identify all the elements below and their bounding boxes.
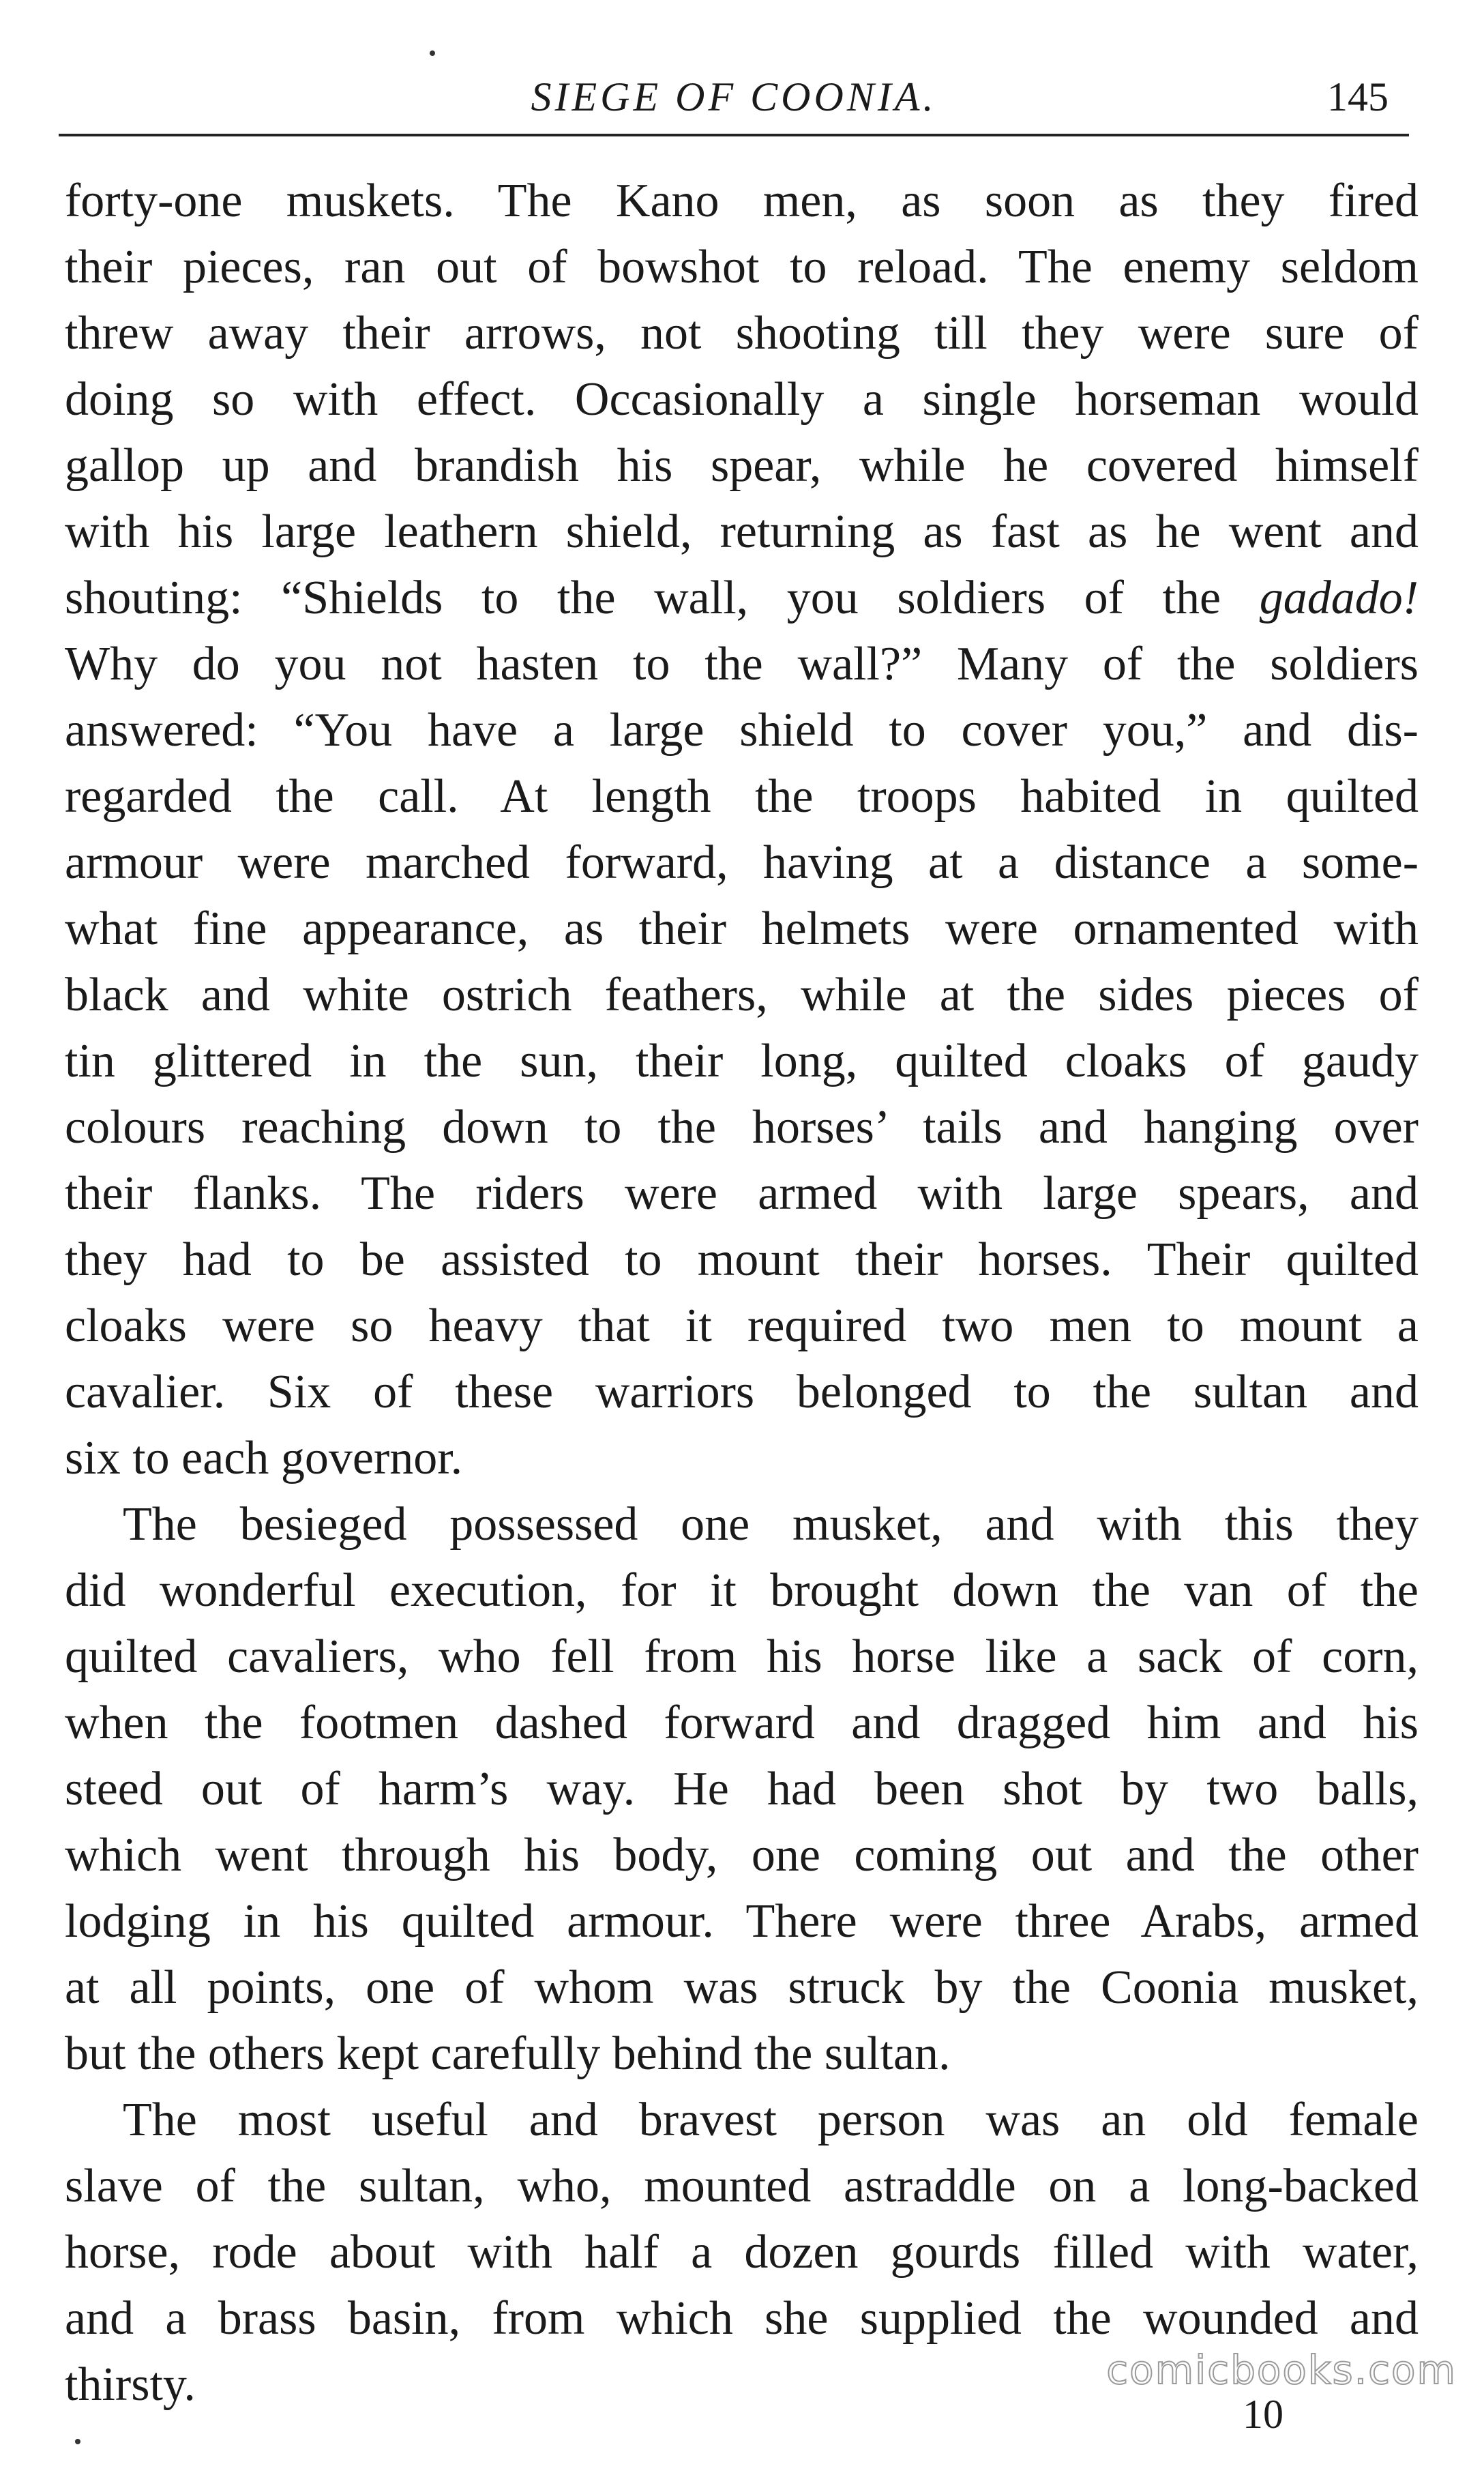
body-text [65,168,1419,2418]
text-line: their flanks. The riders were armed with large spears, and [65,1167,1419,1220]
running-title: SIEGE OF COONIA. [531,74,937,119]
text-line: thirsty. [65,2358,196,2411]
text-line: colours reaching down to the horses’ tails and hanging over [65,1101,1419,1154]
text-line: steed out of harm’s way. He had been shot by two balls, [65,1763,1419,1815]
text-line: but the others kept carefully behind the sultan. [65,2027,951,2080]
page-number: 145 [1327,74,1389,119]
text-line: did wonderful execution, for it brought down the van of the [65,1564,1419,1617]
text-line: six to each governor. [65,1432,463,1484]
text-line: horse, rode about with half a dozen gourds filled with water, [65,2226,1419,2279]
print-speck [75,2439,80,2444]
text-line: black and white ostrich feathers, while at the sides pieces of [65,969,1419,1021]
text-line: answered: “You have a large shield to cover you,” and dis- [65,704,1419,757]
text-line: gallop up and brandish his spear, while he covered himself [65,439,1419,492]
text-line: which went through his body, one coming out and the other [65,1829,1419,1881]
text-line: The most useful and bravest person was an old female [123,2094,1419,2146]
text-line: what fine appearance, as their helmets were ornamented with [65,903,1419,955]
text-line: tin glittered in the sun, their long, quilted cloaks of gaudy [65,1035,1419,1087]
italic-word: gadado! [1259,572,1419,624]
text-line: quilted cavaliers, who fell from his horse like a sack of corn, [65,1630,1419,1683]
text-line: Why do you not hasten to the wall?” Many of the soldiers [65,638,1419,690]
paragraph-2 [65,1491,1419,2087]
page-header [59,63,1409,131]
header-rule [59,134,1409,136]
text-line: at all points, one of whom was struck by the Coonia musket, [65,1961,1419,2014]
text-line: regarded the call. At length the troops habited in quilted [65,770,1419,823]
text-line: they had to be assisted to mount their horses. Their quilted [65,1233,1419,1286]
text-line: with his large leathern shield, returning as fast as he went and [65,506,1419,558]
signature-mark: 10 [1243,2392,1283,2437]
print-speck [430,50,435,56]
text-line: and a brass basin, from which she supplied the wounded and [65,2292,1419,2345]
text-line: The besieged possessed one musket, and with this they [123,1498,1419,1551]
text-line: their pieces, ran out of bowshot to reload. The enemy seldom [65,241,1419,293]
text-line-with-italic: shouting: “Shields to the wall, you soldiers of the gadado! [65,572,1419,624]
text-line: armour were marched forward, having at a distance a some- [65,836,1419,889]
paragraph-1 [65,168,1419,1491]
text-line: lodging in his quilted armour. There were three Arabs, armed [65,1895,1419,1948]
text-line: cloaks were so heavy that it required two men to mount a [65,1300,1419,1352]
text-line: cavalier. Six of these warriors belonged to the sultan and [65,1366,1419,1418]
text-line: forty-one muskets. The Kano men, as soon as they fired [65,175,1419,227]
text-line: slave of the sultan, who, mounted astraddle on a long-backed [65,2160,1419,2212]
text-line: threw away their arrows, not shooting till they were sure of [65,307,1419,360]
watermark: comicbooks.com [1106,2347,1457,2393]
text-line: doing so with effect. Occasionally a single horseman would [65,373,1419,426]
text-line: when the footmen dashed forward and dragged him and his [65,1697,1419,1749]
